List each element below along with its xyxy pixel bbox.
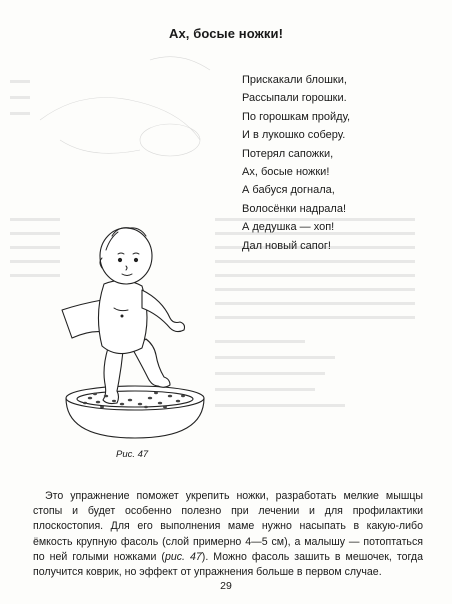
body-text-part: Это упражнение поможет укрепить ножки, разработать мелкие мышцы стопы и будет особенно полезно при лечении и для профилактики плоскостопия. Для его выполнения маме нужно насыпать в какую-либо ёмкость крупную фасоль (слой примерно 4—5 см), а малышу — потоптаться по ней голыми ножками ( <box>33 490 423 563</box>
figure-caption: Рис. 47 <box>116 449 149 460</box>
poem-line: Волосёнки надрала! <box>242 202 347 215</box>
baby-standing-on-beans-illustration <box>60 198 210 446</box>
poem-line: По горошкам пройду, <box>242 110 351 123</box>
poem-line: Рассыпали горошки. <box>242 92 347 105</box>
baby-right-arm <box>142 290 185 332</box>
page-title: Ах, босые ножки! <box>168 26 284 41</box>
poem-line: Ах, босые ножки! <box>242 166 330 179</box>
figure-reference: рис. 47 <box>164 550 202 563</box>
poem-line: А бабуся догнала, <box>242 184 335 197</box>
poem-line: И в лукошко соберу. <box>242 129 346 142</box>
poem-line: Дал новый сапог! <box>242 239 331 252</box>
poem <box>242 71 350 255</box>
poem-line: А дедушка — хоп! <box>242 221 335 234</box>
page-number: 29 <box>220 580 232 592</box>
body-text-part: ). Можно фасоль зашить в мешочек, тогда получится коврик, но эффект от упражнения больше в первом случае. <box>33 550 423 579</box>
poem-line: Прискакали блошки, <box>242 74 347 86</box>
body-paragraph <box>33 489 423 580</box>
poem-line: Потерял сапожки, <box>242 147 334 160</box>
